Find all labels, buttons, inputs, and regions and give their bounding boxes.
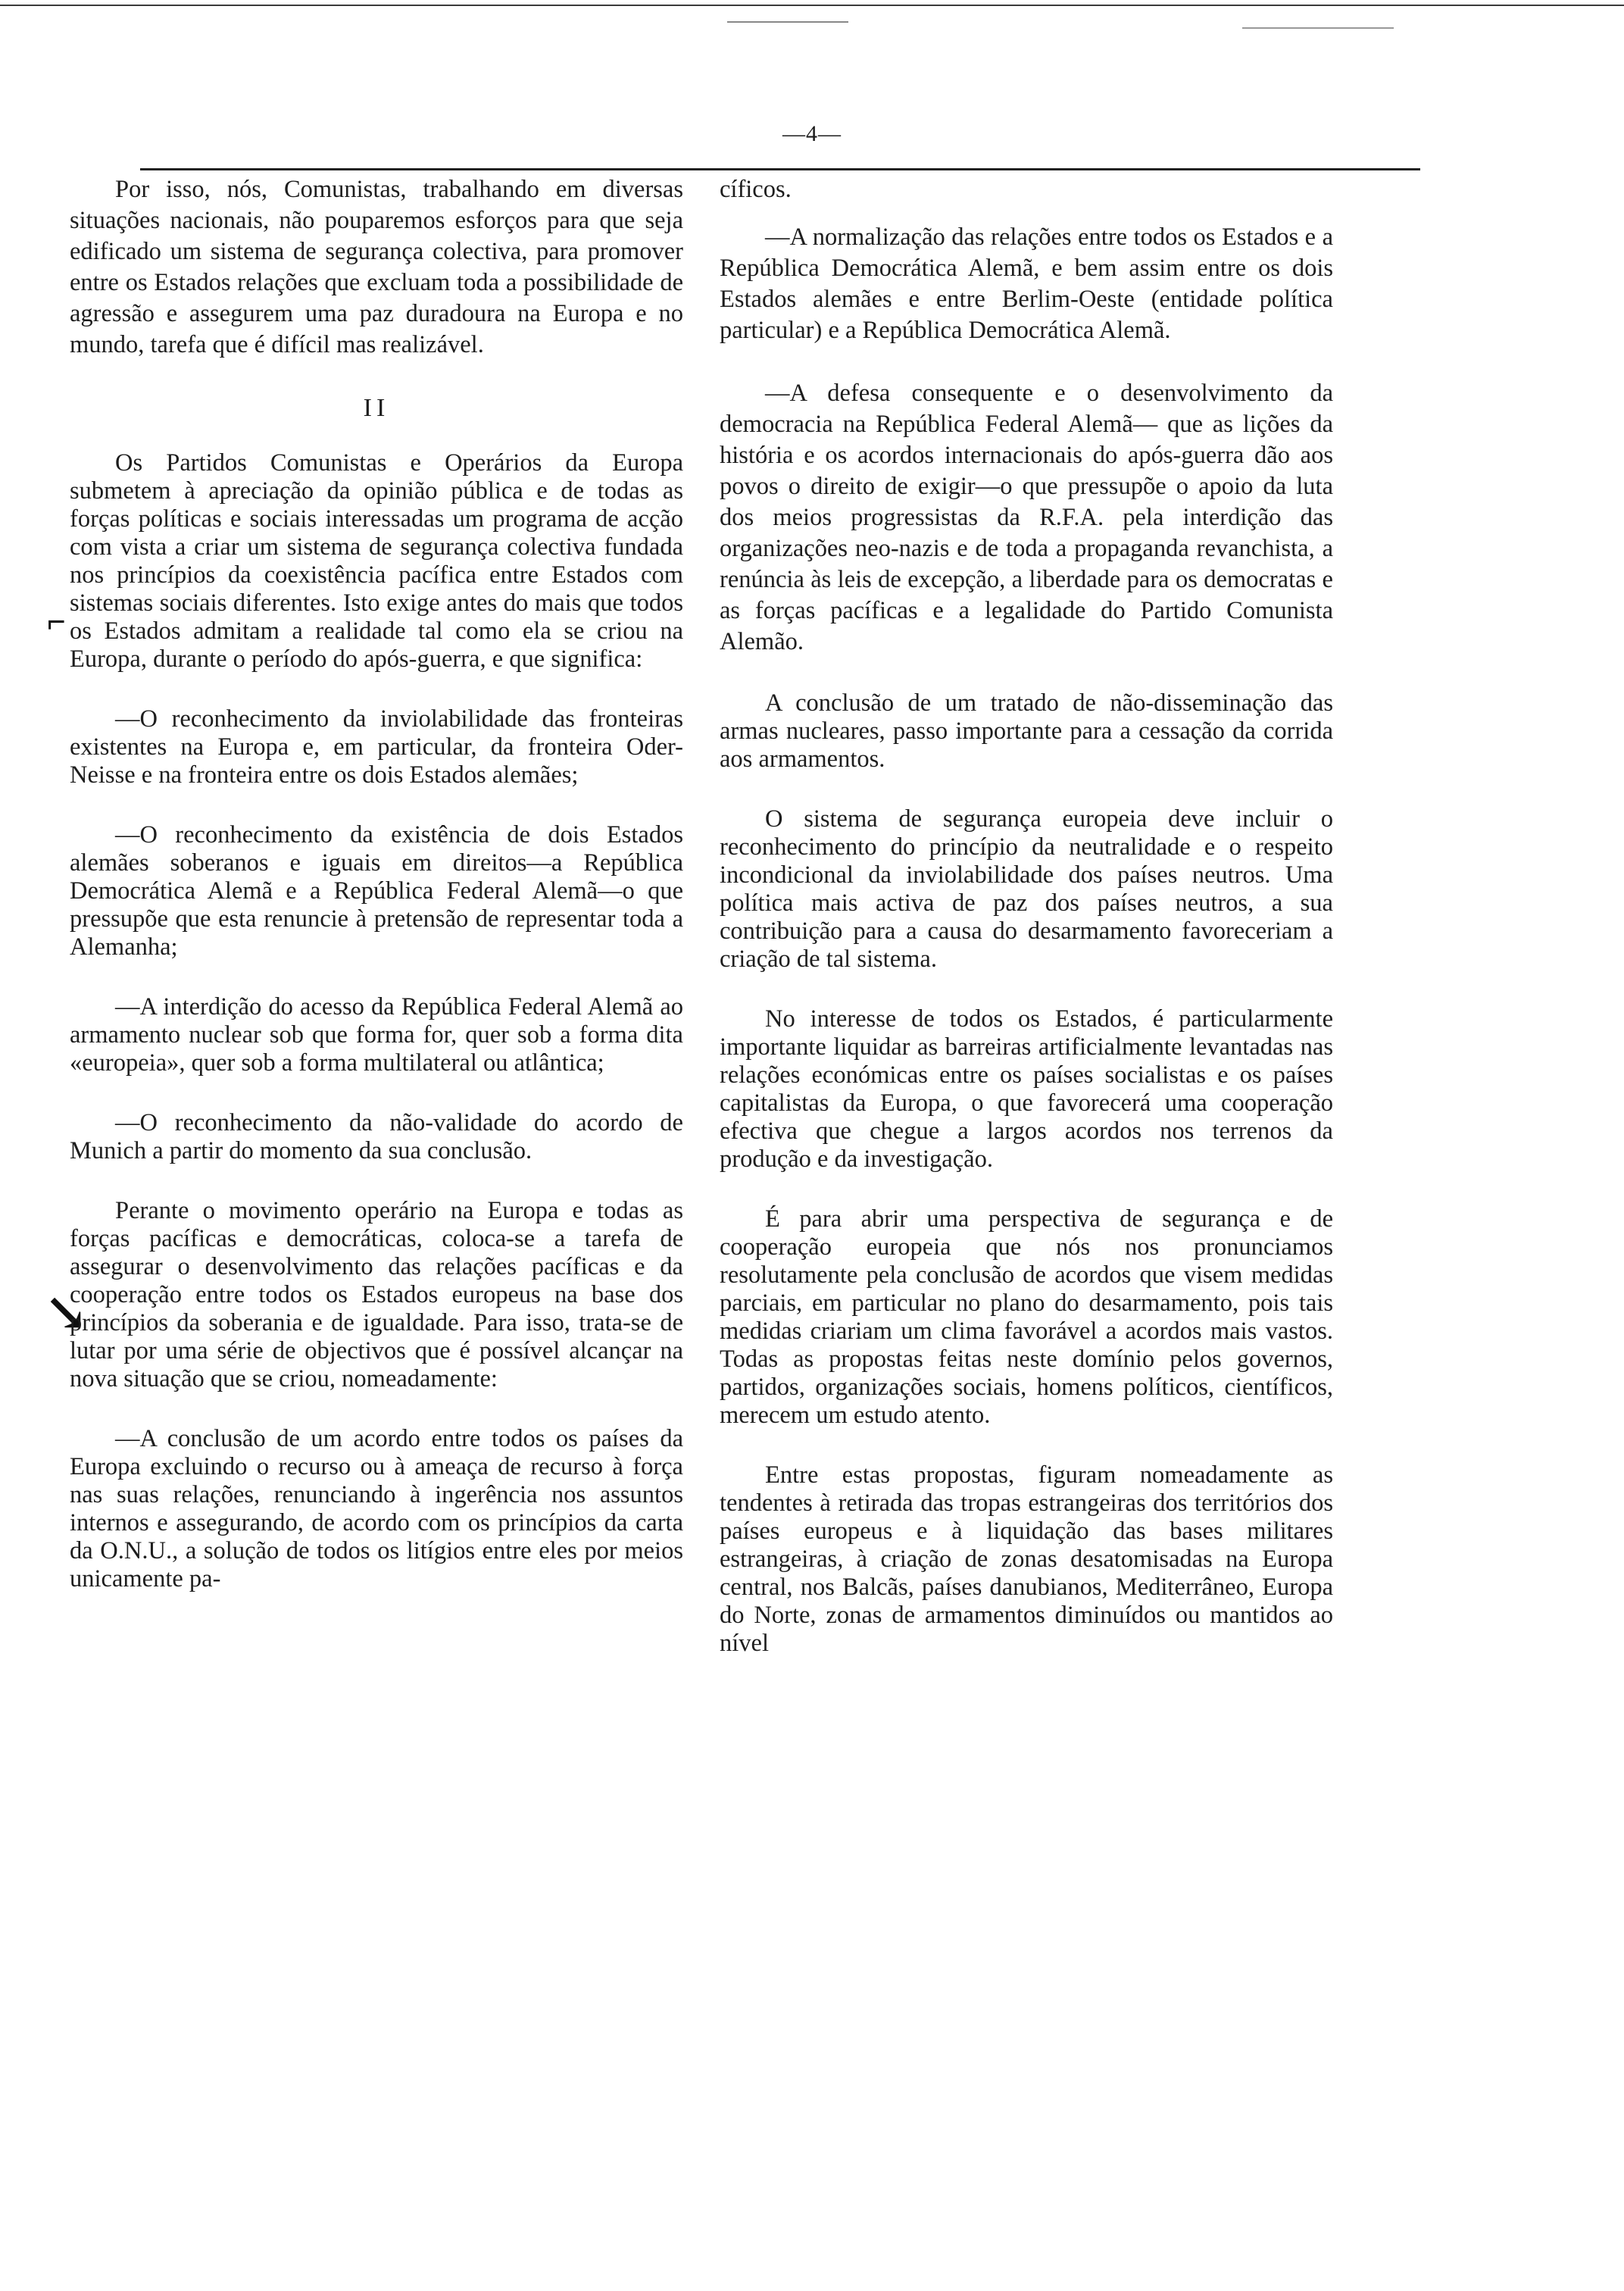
header-rule: [140, 168, 1420, 170]
paragraph: —A conclusão de um acordo entre todos os países da Europa excluindo o recurso ou à ameaça de recurso à força nas suas relações, renunciando à ingerência nos assuntos internos e assegurando, de acordo com os princípios da carta da O.N.U., a solução de todos os litígios entre eles por meios unicamente pa-: [70, 1425, 683, 1592]
paragraph: No interesse de todos os Estados, é particularmente importante liquidar as barreiras artificialmente levantadas nas relações económicas entre os países socialistas e os países capitalistas da Europa, o que favorecerá uma cooperação efectiva que chegue a largos acordos nos terrenos da produção e da investigação.: [720, 1005, 1333, 1173]
paragraph-continuation: cíficos.: [720, 176, 792, 203]
section-heading: II: [363, 394, 390, 422]
left-column: [70, 174, 683, 1625]
margin-bracket-mark: ⌐: [47, 603, 67, 640]
paragraph: Os Partidos Comunistas e Operários da Europa submetem à apreciação da opinião pública e de todas as forças políticas e sociais interessadas um programa de acção com vista a criar um sistema de segurança colectiva fundada nos princípios da coexistência pacífica entre Estados com sistemas sociais diferentes. Isto exige antes do mais que todos os Estados admitam a realidade tal como ela se criou na Europa, durante o período do após-guerra, e que significa:: [70, 449, 683, 673]
paragraph: O sistema de segurança europeia deve incluir o reconhecimento do princípio da neutralidade e o respeito incondicional da inviolabilidade dos países neutros. Uma política mais activa de paz dos países neutros, a sua contribuição para a causa do desarmamento favoreceriam a criação de tal sistema.: [720, 805, 1333, 973]
paragraph: A conclusão de um tratado de não-disseminação das armas nucleares, passo importante para a cessação da corrida aos armamentos.: [720, 689, 1333, 773]
paragraph: —A defesa consequente e o desenvolvimento da democracia na República Federal Alemã— que as lições da história e os acordos internacionais do após-guerra dão aos povos o direito de exigir—o que pressupõe o apoio da luta dos meios progressistas da R.F.A. pela interdição das organizações neo-nazis e de toda a propaganda revanchista, a renúncia às leis de excepção, a liberdade para os democratas e as forças pacíficas e a legalidade do Partido Comunista Alemão.: [720, 380, 1333, 655]
right-column: [720, 174, 1333, 1689]
paragraph: —O reconhecimento da inviolabilidade das fronteiras existentes na Europa e, em particular, da fronteira Oder-Neisse e na fronteira entre os dois Estados alemães;: [70, 705, 683, 789]
paragraph: —A normalização das relações entre todos os Estados e a República Democrática Alemã, e bem assim entre os dois Estados alemães e entre Berlim-Oeste (entidade política particular) e a República Democrática Alemã.: [720, 223, 1333, 344]
scan-edge-line: [727, 21, 848, 23]
page-number: —4—: [782, 121, 842, 146]
paragraph: —A interdição do acesso da República Federal Alemã ao armamento nuclear sob que forma for, quer sob a forma dita «europeia», quer sob a forma multilateral ou atlântica;: [70, 993, 683, 1077]
paragraph: Por isso, nós, Comunistas, trabalhando em diversas situações nacionais, não pouparemos esforços para que seja edificado um sistema de segurança colectiva, para promover entre os Estados relações que excluam toda a possibilidade de agressão e assegurem uma paz duradoura na Europa e no mundo, tarefa que é difícil mas realizável.: [70, 176, 683, 358]
scan-edge-line: [1242, 27, 1394, 29]
paragraph: Perante o movimento operário na Europa e todas as forças pacíficas e democráticas, coloca-se a tarefa de assegurar o desenvolvimento das relações pacíficas e da cooperação entre todos os Estados europeus na base dos princípios da soberania e de igualdade. Para isso, trata-se de lutar por uma série de objectivos que é possível alcançar na nova situação que se criou, nomeadamente:: [70, 1197, 683, 1392]
paragraph: —O reconhecimento da não-validade do acordo de Munich a partir do momento da sua conclusão.: [70, 1109, 683, 1164]
paragraph: Entre estas propostas, figuram nomeadamente as tendentes à retirada das tropas estrangeiras dos territórios dos países europeus e à liquidação das bases militares estrangeiras, à criação de zonas desatomisadas na Europa central, nos Balcãs, países danubianos, Mediterrâneo, Europa do Norte, zonas de armamentos diminuídos ou mantidos ao nível: [720, 1461, 1333, 1657]
margin-bracket-mark: ↘: [44, 1284, 89, 1342]
paragraph: É para abrir uma perspectiva de segurança e de cooperação europeia que nós nos pronunciamos resolutamente pela conclusão de acordos que visem medidas parciais, em particular no plano do desarmamento, pois tais medidas criariam um clima favorável a acordos mais vastos. Todas as propostas feitas neste domínio pelos governos, partidos, organizações sociais, homens políticos, científicos, merecem um estudo atento.: [720, 1205, 1333, 1429]
scan-edge-line: [0, 5, 1624, 6]
paragraph: —O reconhecimento da existência de dois Estados alemães soberanos e iguais em direitos—a República Democrática Alemã e a República Federal Alemã—o que pressupõe que esta renuncie à pretensão de representar toda a Alemanha;: [70, 821, 683, 961]
